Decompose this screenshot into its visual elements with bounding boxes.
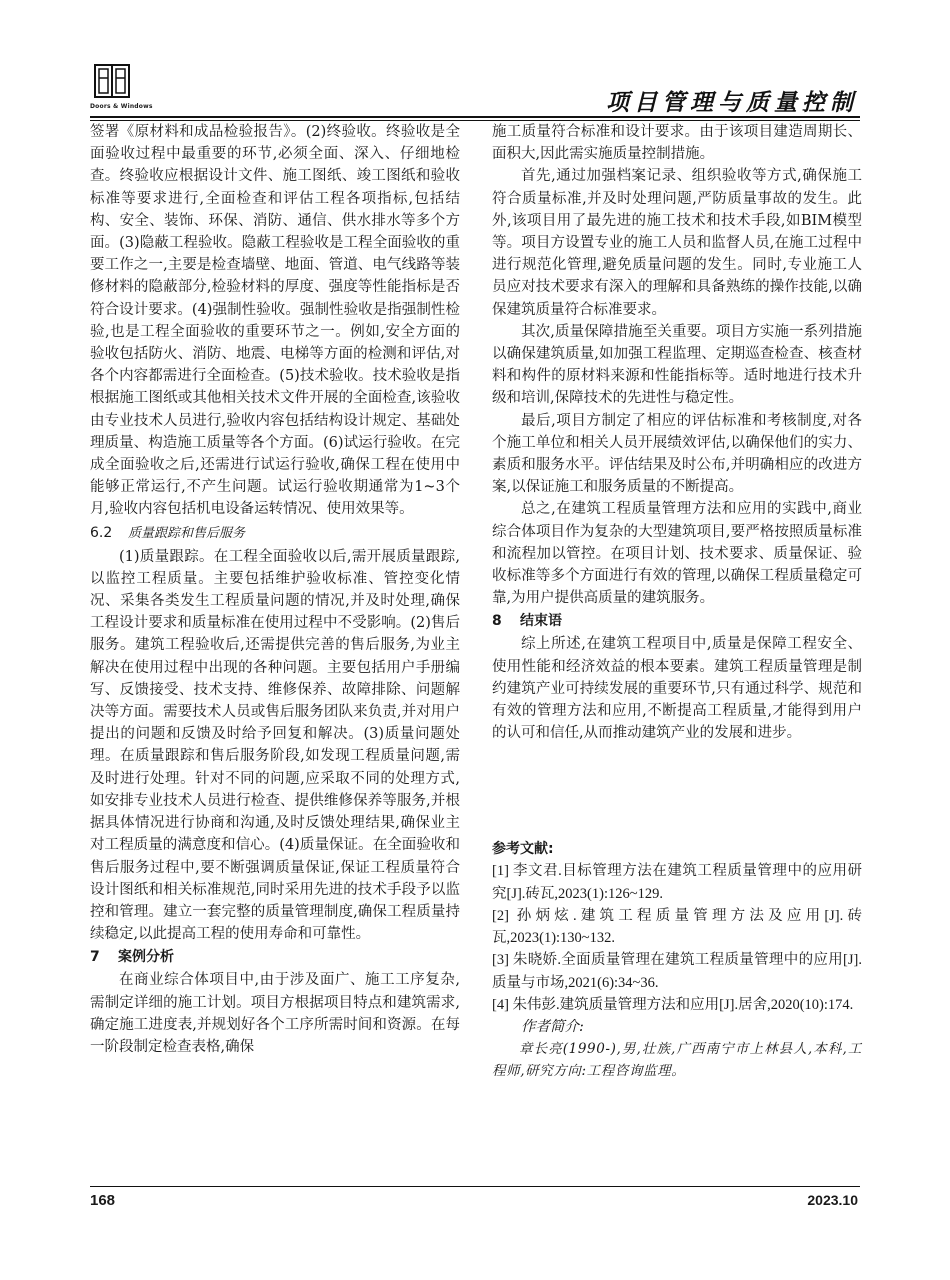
paragraph-summary: 总之,在建筑工程质量管理方法和应用的实践中,商业综合体项目作为复杂的大型建筑项目,要严格按照质量标准和流程加以管控。在项目计划、技术要求、质量保证、验收标准等多个方面进行有效的管理,以确保工程质量稳定可靠,为用户提供高质量的建筑服务。 xyxy=(492,501,862,607)
section-title: 项目管理与质量控制 xyxy=(606,89,858,116)
reference-item: [1] 李文君.目标管理方法在建筑工程质量管理中的应用研究[J].砖瓦,2023(1):126~129. xyxy=(492,863,862,902)
author-bio-label: 作者简介: xyxy=(521,1018,584,1035)
references-title: 参考文献: xyxy=(492,841,554,858)
right-column xyxy=(492,121,862,1083)
reference-item: [2] 孙炳炫.建筑工程质量管理方法及应用[J].砖瓦,2023(1):130~132. xyxy=(492,907,862,947)
reference-item: [3] 朱晓娇.全面质量管理在建筑工程质量管理中的应用[J].质量与市场,2021(6):34~36. xyxy=(492,952,862,991)
left-column xyxy=(90,121,460,1058)
paragraph-second: 其次,质量保障措施至关重要。项目方实施一系列措施以确保建筑质量,如加强工程监理、定期巡查检查、核查材料和构件的原材料来源和性能指标等。适时地进行技术升级和培训,保障技术的先进性与稳定性。 xyxy=(492,323,862,407)
paragraph-quality-tracking: (1)质量跟踪。在工程全面验收以后,需开展质量跟踪,以监控工程质量。主要包括维护验收标准、管控变化情况、采集各类发生工程质量问题的情况,并及时处理,确保工程设计要求和质量标准在使用过程中不受影响。(2)售后服务。建筑工程验收后,还需提供完善的售后服务,为业主解决在使用过程中出现的各种问题。主要包括用户手册编写、反馈接受、技术支持、维修保养、故障排除、问题解决等方面。需要技术人员或售后服务团队来负责,并对用户提出的问题和反馈及时给予回复和解决。(3)质量问题处理。在质量跟踪和售后服务阶段,如发现工程质量问题,需及时进行处理。针对不同的问题,应采取不同的处理方式,如安排专业技术人员进行检查、提供维修保养等服务,并根据具体情况进行协商和沟通,及时反馈处理结果,确保业主对工程质量的满意度和信心。(4)质量保证。在全面验收和售后服务过程中,要不断强调质量保证,保证工程质量符合设计图纸和相关标准规范,同时采用先进的技术手段予以监控和管理。建立一套完整的质量管理制度,确保工程质量持续稳定,以此提高工程的使用寿命和可靠性。 xyxy=(90,548,460,943)
paragraph-case-intro: 在商业综合体项目中,由于涉及面广、施工工序复杂,需制定详细的施工计划。项目方根据项目特点和建筑需求,确定施工进度表,并规划好各个工序所需时间和资源。在每一阶段制定检查表格,确保 xyxy=(90,972,460,1055)
logo-text: Doors & Windows xyxy=(90,103,153,110)
heading-8-title: 结束语 xyxy=(520,613,562,630)
heading-6-2-number: 6.2 xyxy=(90,524,113,541)
paragraph-acceptance: 签署《原材料和成品检验报告》。(2)终验收。终验收是全面验收过程中最重要的环节,必须全面、深入、仔细地检查。终验收应根据设计文件、施工图纸、竣工图纸和验收标准等要求进行,全面检查和评估工程各项指标,包括结构、安全、装饰、环保、消防、通信、供水排水等多个方面。(3)隐蔽工程验收。隐蔽工程验收是工程全面验收的重要工作之一,主要是检查墙壁、地面、管道、电气线路等装修材料的隐蔽部分,检验材料的厚度、强度等性能指标是否符合设计要求。(4)强制性验收。强制性验收是指强制性检验,也是工程全面验收的重要环节之一。例如,安全方面的验收包括防火、消防、地震、电梯等方面的检测和评估,对各个内容都需进行全面检查。(5)技术验收。技术验收是指根据施工图纸或其他相关技术文件开展的全面检查,该验收由专业技术人员进行,验收内容包括结构设计规定、基础处理质量、构造施工质量等各个方面。(6)试运行验收。在完成全面验收之后,还需进行试运行验收,确保工程在使用中能够正常运行,不产生问题。试运行验收期通常为1~3个月,验收内容包括机电设备运转情况、使用效果等。 xyxy=(90,124,460,518)
author-bio: 章长亮(1990-),男,壮族,广西南宁市上林县人,本科,工程师,研究方向:工程咨询监理。 xyxy=(492,1041,862,1080)
door-window-logo-icon xyxy=(94,64,130,98)
heading-7 xyxy=(90,946,460,968)
page-number: 168 xyxy=(90,1192,116,1209)
heading-8 xyxy=(492,610,862,632)
paragraph-last: 最后,项目方制定了相应的评估标准和考核制度,对各个施工单位和相关人员开展绩效评估,以确保他们的实力、素质和服务水平。评估结果及时公布,并明确相应的改进方案,以保证施工和服务质量的不断提高。 xyxy=(492,412,862,496)
footer-rule xyxy=(90,1186,860,1187)
heading-6-2-title: 质量跟踪和售后服务 xyxy=(128,525,246,541)
header-rule-thick xyxy=(90,116,860,118)
paragraph-first: 首先,通过加强档案记录、组织验收等方式,确保施工符合质量标准,并及时处理问题,严防质量事故的发生。此外,该项目用了最先进的施工技术和技术手段,如BIM模型等。项目方设置专业的施工人员和监督人员,在施工过程中进行规范化管理,避免质量问题的发生。同时,专业施工人员应对技术要求有深入的理解和具备熟练的操作技能,以确保建筑质量符合标准要求。 xyxy=(492,168,862,318)
heading-6-2 xyxy=(90,522,460,545)
heading-7-number: 7 xyxy=(90,949,100,966)
reference-item: [4] 朱伟彭.建筑质量管理方法和应用[J].居舍,2020(10):174. xyxy=(492,996,854,1013)
heading-8-number: 8 xyxy=(492,613,502,630)
paragraph-case-continued: 施工质量符合标准和设计要求。由于该项目建造周期长、面积大,因此需实施质量控制措施。 xyxy=(492,124,862,163)
paragraph-conclusion: 综上所述,在建筑工程项目中,质量是保障工程安全、使用性能和经济效益的根本要素。建筑工程质量管理是制约建筑产业可持续发展的重要环节,只有通过科学、规范和有效的管理方法和应用,不断提高工程质量,才能得到用户的认可和信任,从而推动建筑产业的发展和进步。 xyxy=(492,636,862,742)
issue-date: 2023.10 xyxy=(807,1192,858,1208)
journal-logo xyxy=(90,64,170,110)
heading-7-title: 案例分析 xyxy=(118,949,174,966)
